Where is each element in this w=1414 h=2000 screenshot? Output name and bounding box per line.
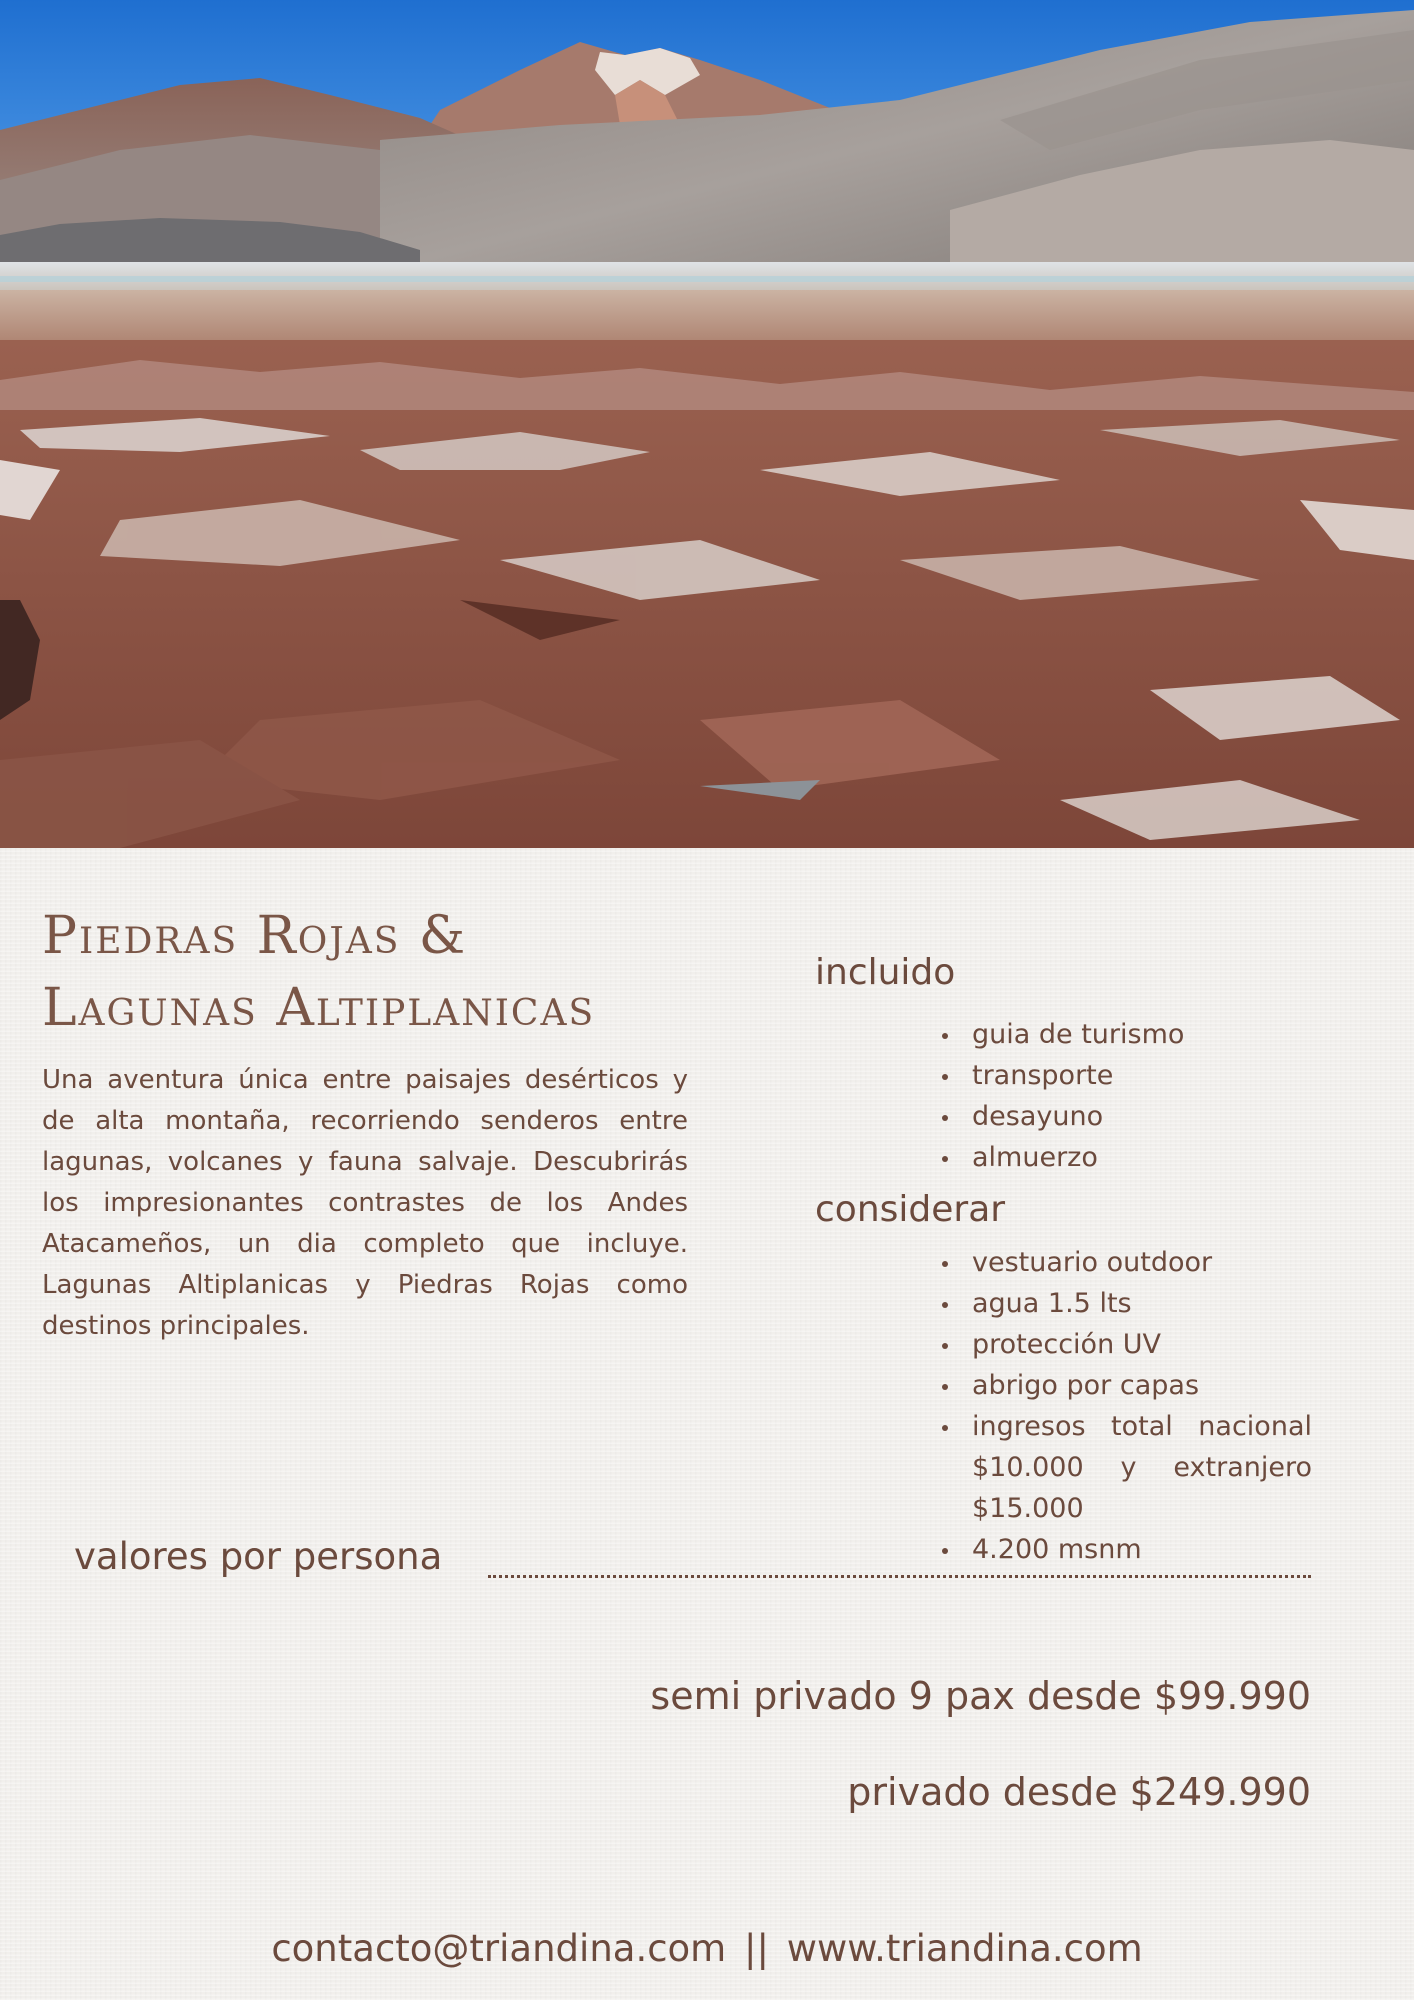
prices-label: valores por persona [74,1535,443,1578]
list-item: protección UV [940,1324,1312,1365]
dotted-divider [488,1575,1311,1578]
tour-title [42,900,762,1044]
tour-title-line-1: Piedras Rojas & [42,906,468,966]
list-item: agua 1.5 lts [940,1283,1312,1324]
included-heading: incluido [815,952,956,993]
contact-website[interactable]: www.triandina.com [786,1927,1143,1970]
price-private: privado desde $249.990 [847,1770,1311,1814]
list-item: desayuno [940,1096,1312,1137]
list-item: guia de turismo [940,1014,1312,1055]
contact-email[interactable]: contacto@triandina.com [271,1927,727,1970]
consider-heading: considerar [815,1189,1006,1230]
list-item: transporte [940,1055,1312,1096]
contact-separator: || [744,1927,769,1970]
list-item: almuerzo [940,1137,1312,1178]
hero-landscape-photo [0,0,1414,848]
consider-list [940,1242,1312,1570]
tour-title-line-2: Lagunas Altiplanicas [42,978,596,1038]
landscape-illustration [0,0,1414,848]
list-item: ingresos total nacional $10.000 y extranjero $15.000 [940,1406,1312,1529]
list-item: abrigo por capas [940,1365,1312,1406]
list-item: 4.200 msnm [940,1529,1312,1570]
list-item: vestuario outdoor [940,1242,1312,1283]
price-semi-private: semi privado 9 pax desde $99.990 [650,1674,1311,1718]
included-list [940,1014,1312,1178]
tour-description: Una aventura única entre paisajes desérticos y de alta montaña, recorriendo senderos entre lagunas, volcanes y fauna salvaje. Descubrirás los impresionantes contrastes de los Andes Atacameños, un dia completo que incluye. Lagunas Altiplanicas y Piedras Rojas como destinos principales. [42,1065,688,1341]
contact-footer [0,1925,1414,1973]
